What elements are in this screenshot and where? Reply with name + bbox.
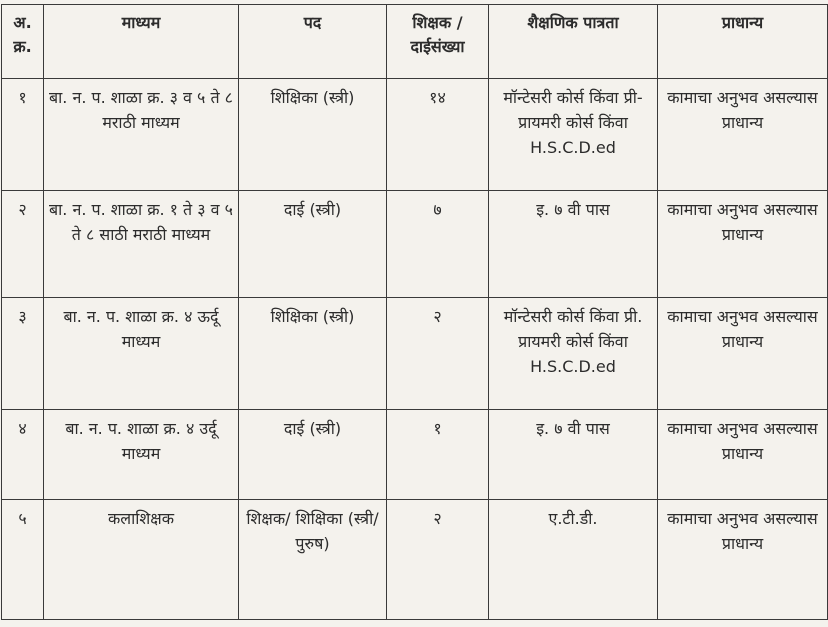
cell-qualification: मॉन्टेसरी कोर्स किंवा प्री-प्रायमरी कोर्स किंवा H.S.C.D.ed xyxy=(489,79,658,191)
header-qualification: शैक्षणिक पात्रता xyxy=(489,5,658,79)
cell-serial: १ xyxy=(2,79,44,191)
header-count: शिक्षक / दाईसंख्या xyxy=(387,5,489,79)
header-row xyxy=(2,5,828,79)
table-row xyxy=(2,410,828,500)
cell-medium: कलाशिक्षक xyxy=(44,500,239,620)
cell-serial: ३ xyxy=(2,298,44,410)
table-row xyxy=(2,298,828,410)
cell-qualification: इ. ७ वी पास xyxy=(489,410,658,500)
cell-post: दाई (स्त्री) xyxy=(239,410,387,500)
cell-preference: कामाचा अनुभव असल्यास प्राधान्य xyxy=(658,298,828,410)
header-post: पद xyxy=(239,5,387,79)
header-serial: अ. क्र. xyxy=(2,5,44,79)
cell-preference: कामाचा अनुभव असल्यास प्राधान्य xyxy=(658,79,828,191)
vacancy-table xyxy=(1,4,828,620)
table-row xyxy=(2,191,828,298)
table-body xyxy=(2,79,828,620)
cell-medium: बा. न. प. शाळा क्र. ४ ऊर्दू माध्यम xyxy=(44,298,239,410)
cell-count: ७ xyxy=(387,191,489,298)
cell-qualification: ए.टी.डी. xyxy=(489,500,658,620)
cell-count: २ xyxy=(387,298,489,410)
cell-preference: कामाचा अनुभव असल्यास प्राधान्य xyxy=(658,191,828,298)
cell-medium: बा. न. प. शाळा क्र. ३ व ५ ते ८ मराठी माध्यम xyxy=(44,79,239,191)
cell-qualification: इ. ७ वी पास xyxy=(489,191,658,298)
cell-count: २ xyxy=(387,500,489,620)
cell-post: शिक्षिका (स्त्री) xyxy=(239,298,387,410)
cell-post: शिक्षक/ शिक्षिका (स्त्री/पुरुष) xyxy=(239,500,387,620)
cell-count: १४ xyxy=(387,79,489,191)
table-row xyxy=(2,79,828,191)
header-medium: माध्यम xyxy=(44,5,239,79)
cell-medium: बा. न. प. शाळा क्र. ४ उर्दू माध्यम xyxy=(44,410,239,500)
table-row xyxy=(2,500,828,620)
cell-preference: कामाचा अनुभव असल्यास प्राधान्य xyxy=(658,410,828,500)
cell-serial: ४ xyxy=(2,410,44,500)
cell-count: १ xyxy=(387,410,489,500)
cell-qualification: मॉन्टेसरी कोर्स किंवा प्री. प्रायमरी कोर्स किंवा H.S.C.D.ed xyxy=(489,298,658,410)
header-preference: प्राधान्य xyxy=(658,5,828,79)
table-header xyxy=(2,5,828,79)
cell-medium: बा. न. प. शाळा क्र. १ ते ३ व ५ ते ८ साठी मराठी माध्यम xyxy=(44,191,239,298)
cell-serial: ५ xyxy=(2,500,44,620)
cell-preference: कामाचा अनुभव असल्यास प्राधान्य xyxy=(658,500,828,620)
cell-serial: २ xyxy=(2,191,44,298)
cell-post: शिक्षिका (स्त्री) xyxy=(239,79,387,191)
cell-post: दाई (स्त्री) xyxy=(239,191,387,298)
